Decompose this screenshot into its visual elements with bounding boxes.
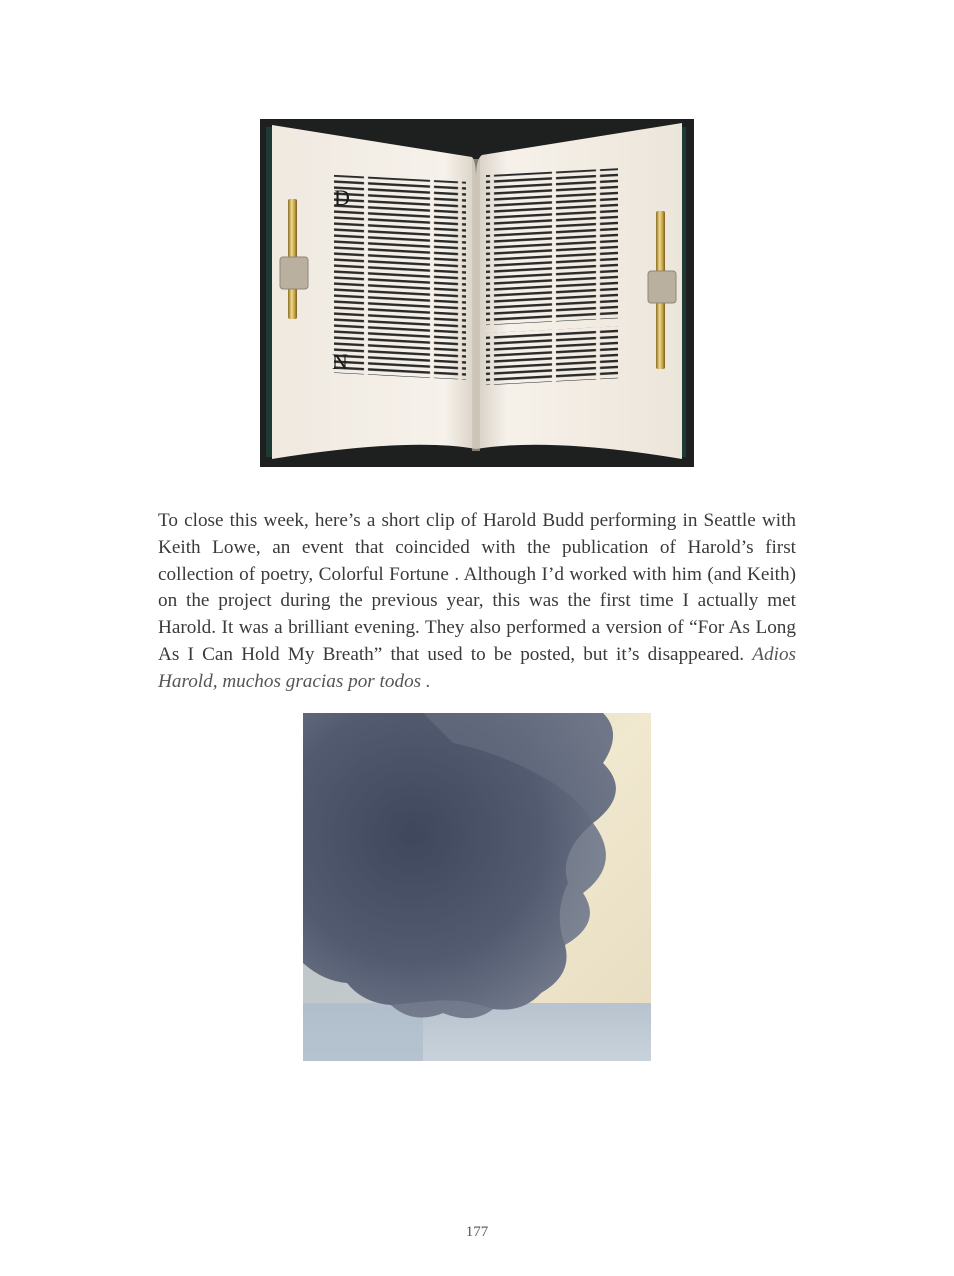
body-paragraph — [158, 508, 796, 696]
paragraph-main-text: To close this week, here’s a short clip of Harold Budd performing in Seattle with Keith Lowe, an event that coincided with the publication of Harold’s first collection of poetry, Colorful Fortune . Although I’d worked with him (and Keith) on the project during the previous year, this was the first time I actually met Harold. It was a brilliant evening. They also performed a version of “For As Long As I Can Hold My Breath” that used to be posted, but it’s disappeared. — [158, 510, 796, 665]
cloud-photograph — [303, 713, 651, 1061]
storm-cloud-illustration — [303, 713, 651, 1061]
paragraph-italic-text: Adios Harold, muchos gracias por todos . — [158, 643, 797, 692]
open-book-illustration — [260, 119, 694, 467]
page-number: 177 — [465, 1224, 489, 1240]
svg-text:D: D — [334, 185, 350, 210]
svg-text:N: N — [332, 349, 348, 374]
book-photograph — [260, 119, 694, 467]
